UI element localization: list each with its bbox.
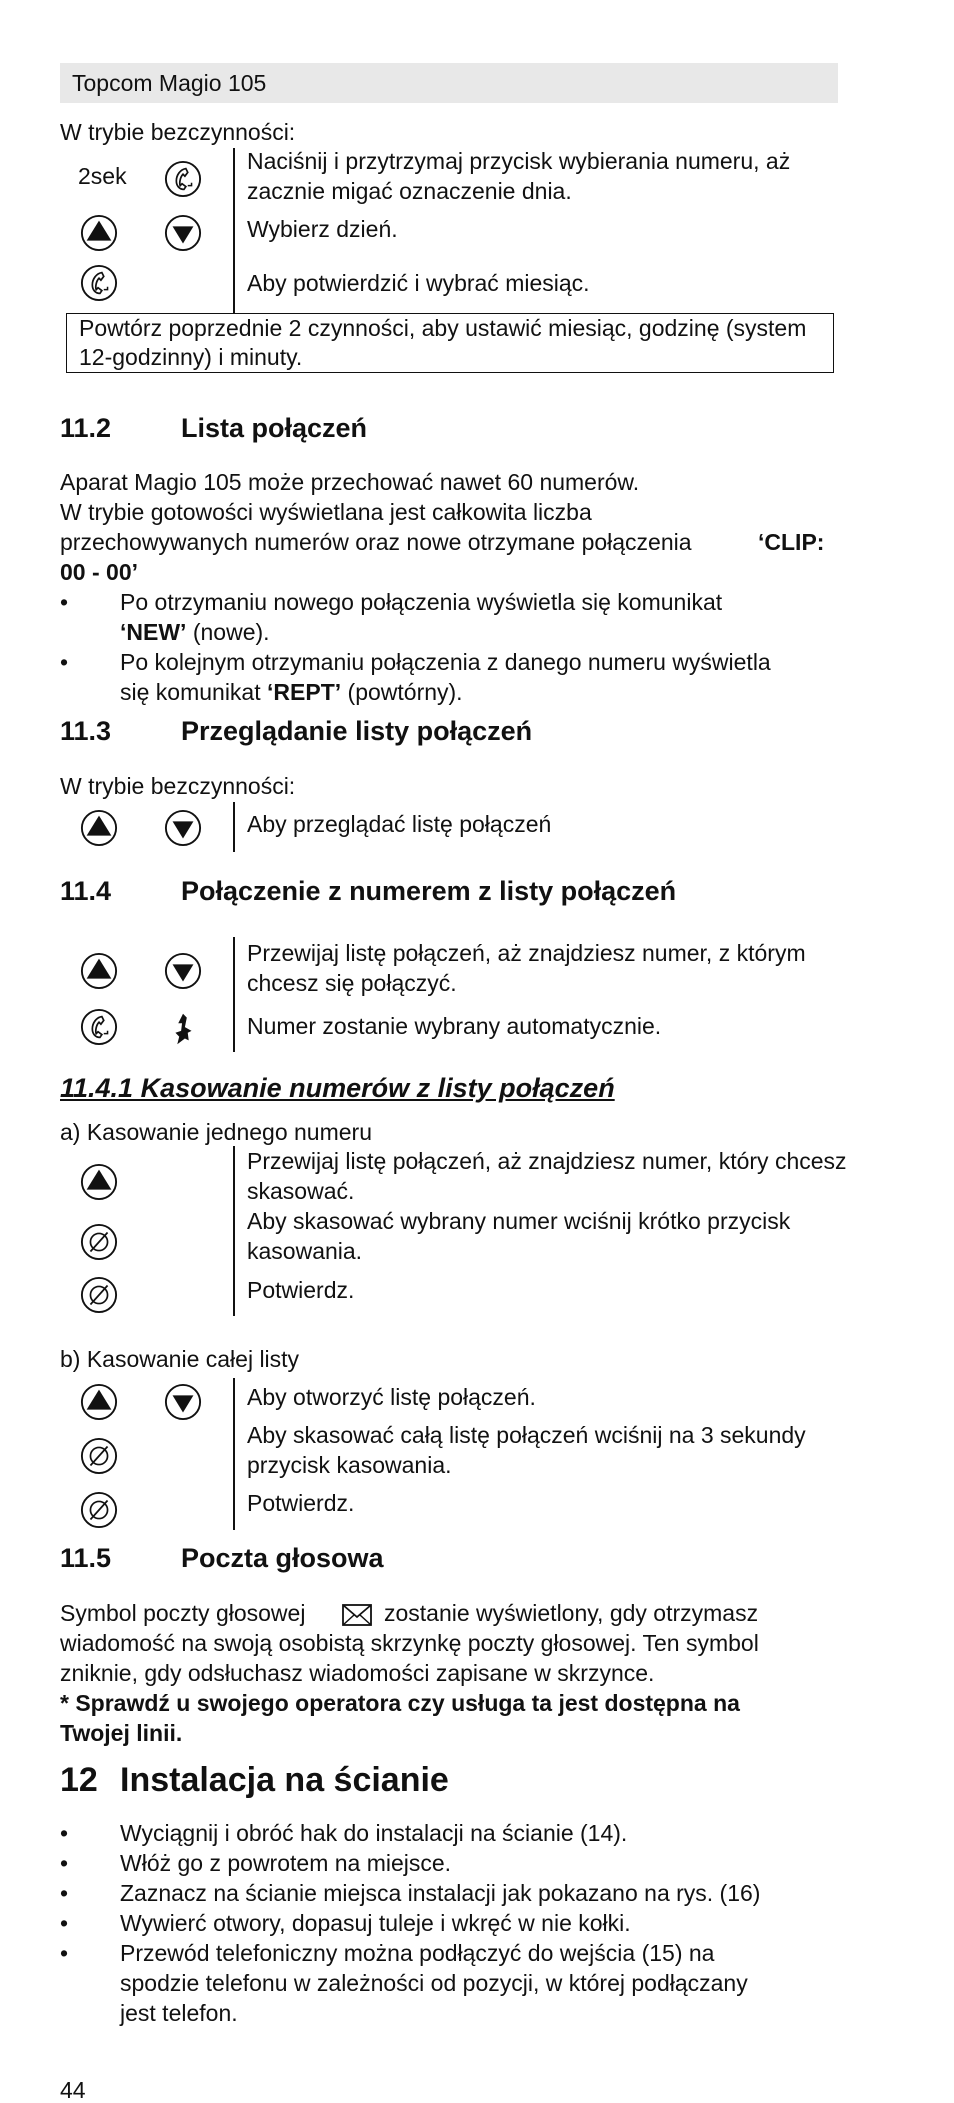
bullet: • xyxy=(60,1850,69,1876)
paragraph-line: zostanie wyświetlony, gdy otrzymasz xyxy=(384,1600,759,1626)
section-title-11-2: Lista połączeń xyxy=(181,413,368,443)
chapter-title-12: Instalacja na ścianie xyxy=(120,1761,449,1799)
section-title-11-3: Przeglądanie listy połączeń xyxy=(181,716,533,746)
step-browse: Aby przeglądać listę połączeń xyxy=(247,811,552,837)
list-item: Wywierć otwory, dopasuj tuleje i wkręć w nie kołki. xyxy=(120,1910,631,1936)
delete-icon xyxy=(80,1437,118,1475)
delete-one-label: a) Kasowanie jednego numeru xyxy=(60,1119,372,1145)
steps-divider xyxy=(233,802,235,852)
page-number: 44 xyxy=(60,2077,86,2103)
delete-all-label: b) Kasowanie całej listy xyxy=(60,1346,300,1372)
paragraph-line: wiadomość na swoją osobistą skrzynkę poczty głosowej. Ten symbol xyxy=(60,1630,759,1656)
down-arrow-icon xyxy=(164,952,202,990)
bullet: • xyxy=(60,1820,69,1846)
hand-pointer-icon xyxy=(164,1010,202,1048)
repeat-note-box: Powtórz poprzednie 2 czynności, aby ustawić miesiąc, godzinę (system 12-godzinny) i minuty. xyxy=(66,313,834,373)
step-scroll-list: Przewijaj listę połączeń, aż znajdziesz numer, z którym chcesz się połączyć. xyxy=(247,940,806,996)
bullet: • xyxy=(60,1910,69,1936)
list-item: Zaznacz na ścianie miejsca instalacji jak pokazano na rys. (16) xyxy=(120,1880,761,1906)
step-scroll-to-delete: Przewijaj listę połączeń, aż znajdziesz numer, który chcesz skasować. xyxy=(247,1148,847,1204)
section-title-11-5: Poczta głosowa xyxy=(181,1543,384,1573)
steps-divider xyxy=(233,937,235,1052)
paragraph-line: W trybie gotowości wyświetlana jest całkowita liczba xyxy=(60,499,592,525)
list-item: Włóż go z powrotem na miejsce. xyxy=(120,1850,452,1876)
delete-icon xyxy=(80,1491,118,1529)
list-item: ‘NEW’ (nowe). xyxy=(120,619,270,645)
step-auto-dial: Numer zostanie wybrany automatycznie. xyxy=(247,1013,662,1039)
list-item: Po otrzymaniu nowego połączenia wyświetla się komunikat xyxy=(120,589,723,615)
clip-value: 00 - 00’ xyxy=(60,559,138,585)
step-hold-dial: Naciśnij i przytrzymaj przycisk wybierania numeru, aż zacznie migać oznaczenie dnia. xyxy=(247,148,791,204)
clip-label: ‘CLIP: xyxy=(758,529,825,555)
down-arrow-icon xyxy=(164,214,202,252)
bullet: • xyxy=(60,589,69,615)
up-arrow-icon xyxy=(80,1163,118,1201)
section-number-11-5: 11.5 xyxy=(60,1543,112,1573)
chapter-number-12: 12 xyxy=(60,1761,98,1799)
step-confirm: Potwierdz. xyxy=(247,1490,355,1516)
up-arrow-icon xyxy=(80,952,118,990)
running-header: Topcom Magio 105 xyxy=(60,63,838,103)
subsection-title-11-4-1: 11.4.1 Kasowanie numerów z listy połączeń xyxy=(60,1073,615,1103)
step-confirm-month: Aby potwierdzić i wybrać miesiąc. xyxy=(247,270,590,296)
operator-note: Twojej linii. xyxy=(60,1720,183,1746)
new-label: ‘NEW’ xyxy=(120,619,187,645)
phone-icon xyxy=(80,1008,118,1046)
paragraph-line: zniknie, gdy odsłuchasz wiadomości zapisane w skrzynce. xyxy=(60,1660,655,1686)
paragraph-line: Aparat Magio 105 może przechować nawet 60 numerów. xyxy=(60,469,640,495)
hold-2sek-label: 2sek xyxy=(78,163,127,189)
section-number-11-4: 11.4 xyxy=(60,876,112,906)
operator-note: * Sprawdź u swojego operatora czy usługa ta jest dostępna na xyxy=(60,1690,740,1716)
list-item: Wyciągnij i obróć hak do instalacji na ścianie (14). xyxy=(120,1820,628,1846)
bullet: • xyxy=(60,1940,69,1966)
delete-icon xyxy=(80,1276,118,1314)
idle-mode-intro: W trybie bezczynności: xyxy=(60,773,296,799)
phone-icon xyxy=(164,160,202,198)
section-number-11-3: 11.3 xyxy=(60,716,112,746)
rept-label: ‘REPT’ xyxy=(267,679,342,705)
delete-icon xyxy=(80,1223,118,1261)
phone-icon xyxy=(80,264,118,302)
step-open-list: Aby otworzyć listę połączeń. xyxy=(247,1384,536,1410)
steps-divider xyxy=(233,148,235,313)
down-arrow-icon xyxy=(164,809,202,847)
step-delete-long: Aby skasować całą listę połączeń wciśnij na 3 sekundy przycisk kasowania. xyxy=(247,1422,806,1478)
up-arrow-icon xyxy=(80,1383,118,1421)
step-select-day: Wybierz dzień. xyxy=(247,216,398,242)
step-delete-short: Aby skasować wybrany numer wciśnij krótko przycisk kasowania. xyxy=(247,1208,791,1264)
paragraph-line: przechowywanych numerów oraz nowe otrzymane połączenia xyxy=(60,529,692,555)
list-item: Po kolejnym otrzymaniu połączenia z danego numeru wyświetla xyxy=(120,649,771,675)
paragraph-line: Symbol poczty głosowej xyxy=(60,1600,306,1626)
list-item: Przewód telefoniczny można podłączyć do wejścia (15) na xyxy=(120,1940,715,1966)
bullet: • xyxy=(60,649,69,675)
idle-mode-intro: W trybie bezczynności: xyxy=(60,119,296,145)
step-confirm: Potwierdz. xyxy=(247,1277,355,1303)
down-arrow-icon xyxy=(164,1383,202,1421)
list-item: się komunikat ‘REPT’ (powtórny). xyxy=(120,679,463,705)
section-number-11-2: 11.2 xyxy=(60,413,112,443)
steps-divider xyxy=(233,1378,235,1530)
envelope-icon xyxy=(342,1604,372,1626)
section-title-11-4: Połączenie z numerem z listy połączeń xyxy=(181,876,677,906)
list-item: spodzie telefonu w zależności od pozycji, w której podłączany xyxy=(120,1970,748,1996)
list-item: jest telefon. xyxy=(120,2000,238,2026)
steps-divider xyxy=(233,1146,235,1316)
up-arrow-icon xyxy=(80,214,118,252)
bullet: • xyxy=(60,1880,69,1906)
up-arrow-icon xyxy=(80,809,118,847)
